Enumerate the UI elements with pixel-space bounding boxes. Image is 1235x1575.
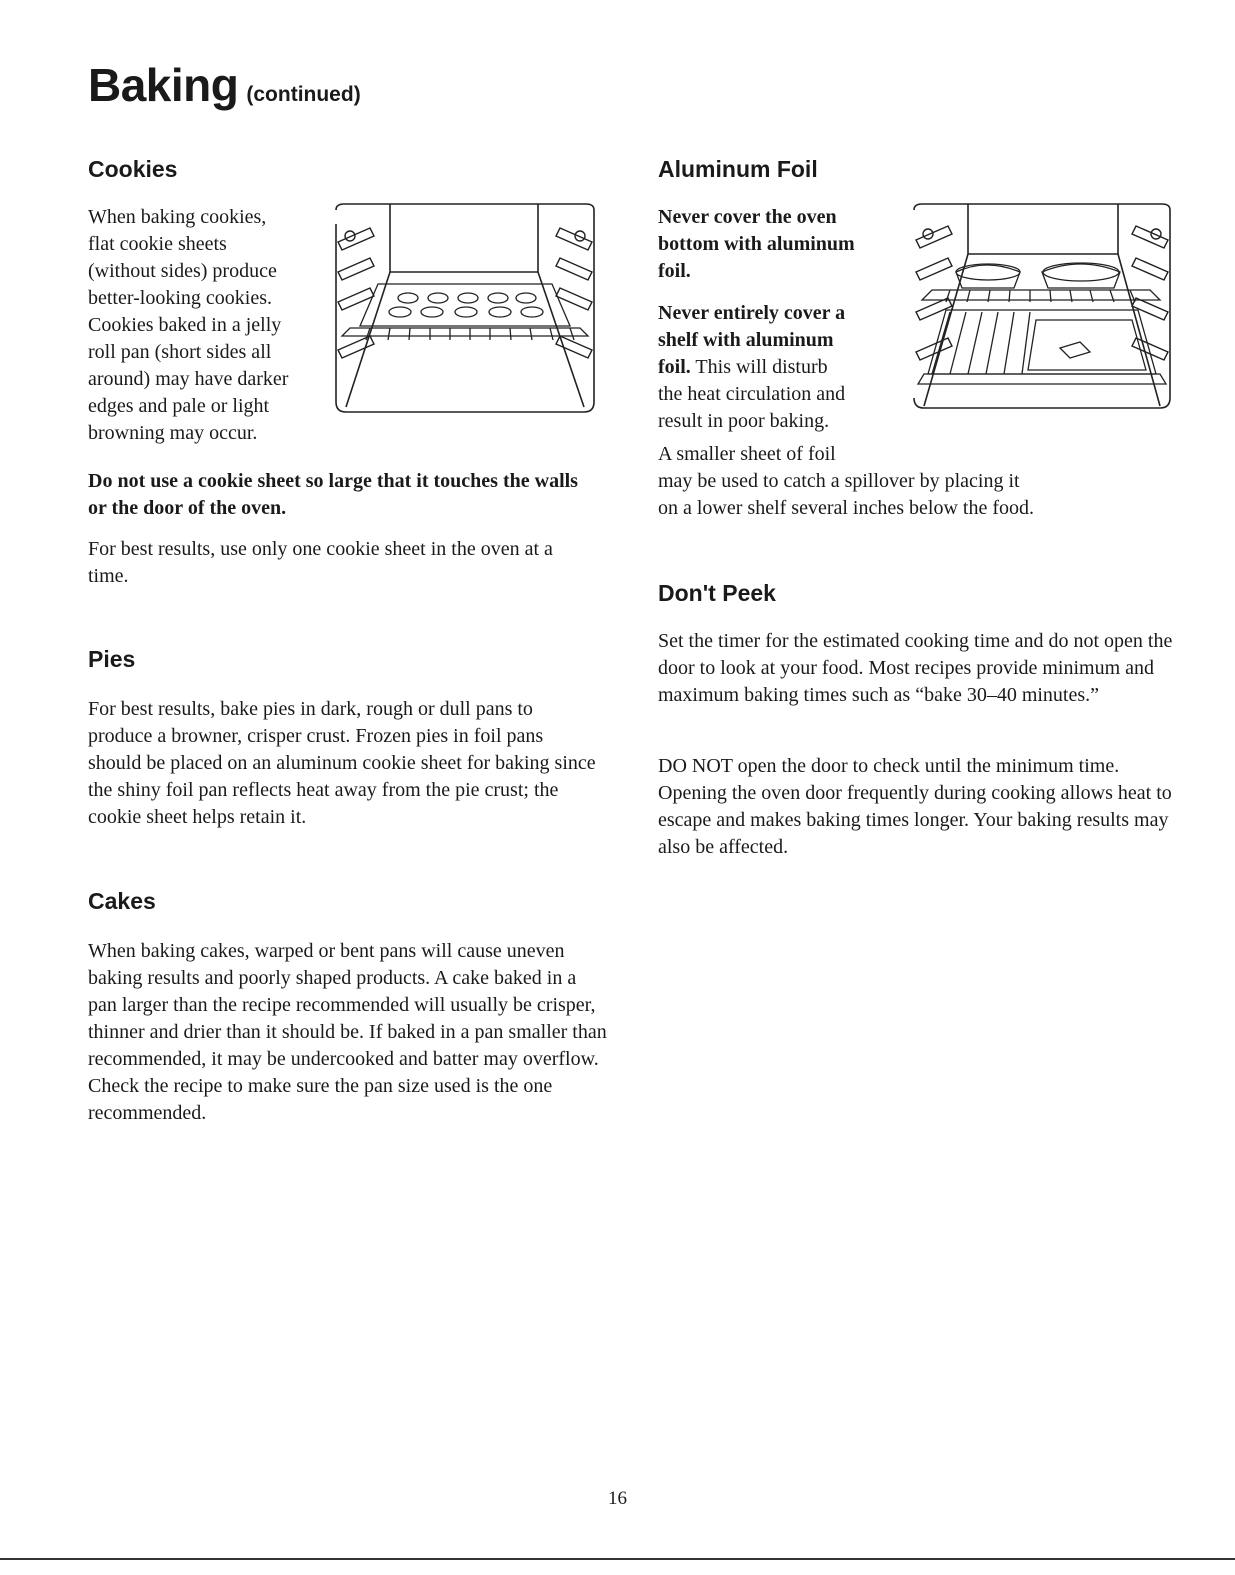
foil-warning-line: bottom with aluminum (658, 233, 855, 255)
foil-spillover-line: on a lower shelf several inches below the food. (658, 497, 1034, 519)
foil-warning2-line: Never entirely cover a (658, 302, 846, 324)
cookies-intro-line: (without sides) produce (88, 260, 277, 282)
pies-heading: Pies (88, 646, 136, 672)
foil-warning2-rest: This will disturb (690, 356, 828, 378)
foil-spillover (658, 441, 1188, 522)
cookies-heading: Cookies (88, 156, 178, 182)
foil-warning2-line: the heat circulation and (658, 383, 846, 405)
cookies-intro-line: edges and pale or light (88, 395, 270, 417)
foil-warning2-bold: foil. (658, 356, 691, 378)
cakes-heading: Cakes (88, 888, 156, 914)
foil-warning (658, 204, 908, 285)
cookies-intro-line: Cookies baked in a jelly (88, 314, 282, 336)
page-title-main: Baking (88, 59, 239, 111)
foil-spillover-line: A smaller sheet of foil (658, 443, 836, 465)
cookies-intro-line: browning may occur. (88, 422, 258, 444)
cookies-intro-line: When baking cookies, (88, 206, 267, 228)
foil-heading: Aluminum Foil (658, 156, 818, 182)
foil-warning2-line: shelf with aluminum (658, 329, 834, 351)
peek-paragraph-2: DO NOT open the door to check until the minimum time. Opening the oven door frequently during cooking allows heat to escape and makes baking times longer. Your baking results may also be affected. (658, 755, 1172, 858)
cookies-intro-line: flat cookie sheets (88, 233, 227, 255)
cookies-intro-line: around) may have darker (88, 368, 289, 390)
cookies-tip: For best results, use only one cookie sheet in the oven at a time. (88, 538, 553, 587)
page-title-subtitle: (continued) (246, 83, 361, 106)
foil-warning-line: Never cover the oven (658, 206, 837, 228)
foil-warning-line: foil. (658, 260, 691, 282)
foil-spillover-line: may be used to catch a spillover by placing it (658, 470, 1020, 492)
foil-oven-illustration (910, 202, 1175, 412)
page-number: 16 (608, 1488, 627, 1509)
page-title (88, 58, 361, 112)
cakes-body: When baking cakes, warped or bent pans will cause uneven baking results and poorly shaped products. A cake baked in a pan larger than the recipe recommended will usually be crisper, thinner and drier than it should be. If baked in a pan smaller than recommended, it may be undercooked and batter may overflow. Check the recipe to make sure the pan size used is the one recommended. (88, 940, 607, 1124)
cookies-intro-line: better-looking cookies. (88, 287, 272, 309)
bottom-rule (0, 1558, 1235, 1560)
foil-warning2-line: result in poor baking. (658, 410, 830, 432)
pies-body: For best results, bake pies in dark, rough or dull pans to produce a browner, crisper crust. Frozen pies in foil pans should be placed on an aluminum cookie sheet for baking since the shiny foil pan reflects heat away from the pie crust; the cookie sheet helps retain it. (88, 698, 596, 828)
cookie-oven-illustration (330, 202, 600, 418)
foil-warning-2 (658, 300, 908, 435)
cookies-intro-line: roll pan (short sides all (88, 341, 272, 363)
cookies-intro (88, 204, 328, 447)
peek-paragraph-1: Set the timer for the estimated cooking time and do not open the door to look at your food. Most recipes provide minimum and maximum baking times such as “bake 30–40 minutes.” (658, 630, 1173, 706)
foil-warning2-mixed-line (658, 354, 908, 381)
peek-heading: Don't Peek (658, 580, 776, 606)
cookies-warning: Do not use a cookie sheet so large that it touches the walls or the door of the oven. (88, 470, 578, 519)
